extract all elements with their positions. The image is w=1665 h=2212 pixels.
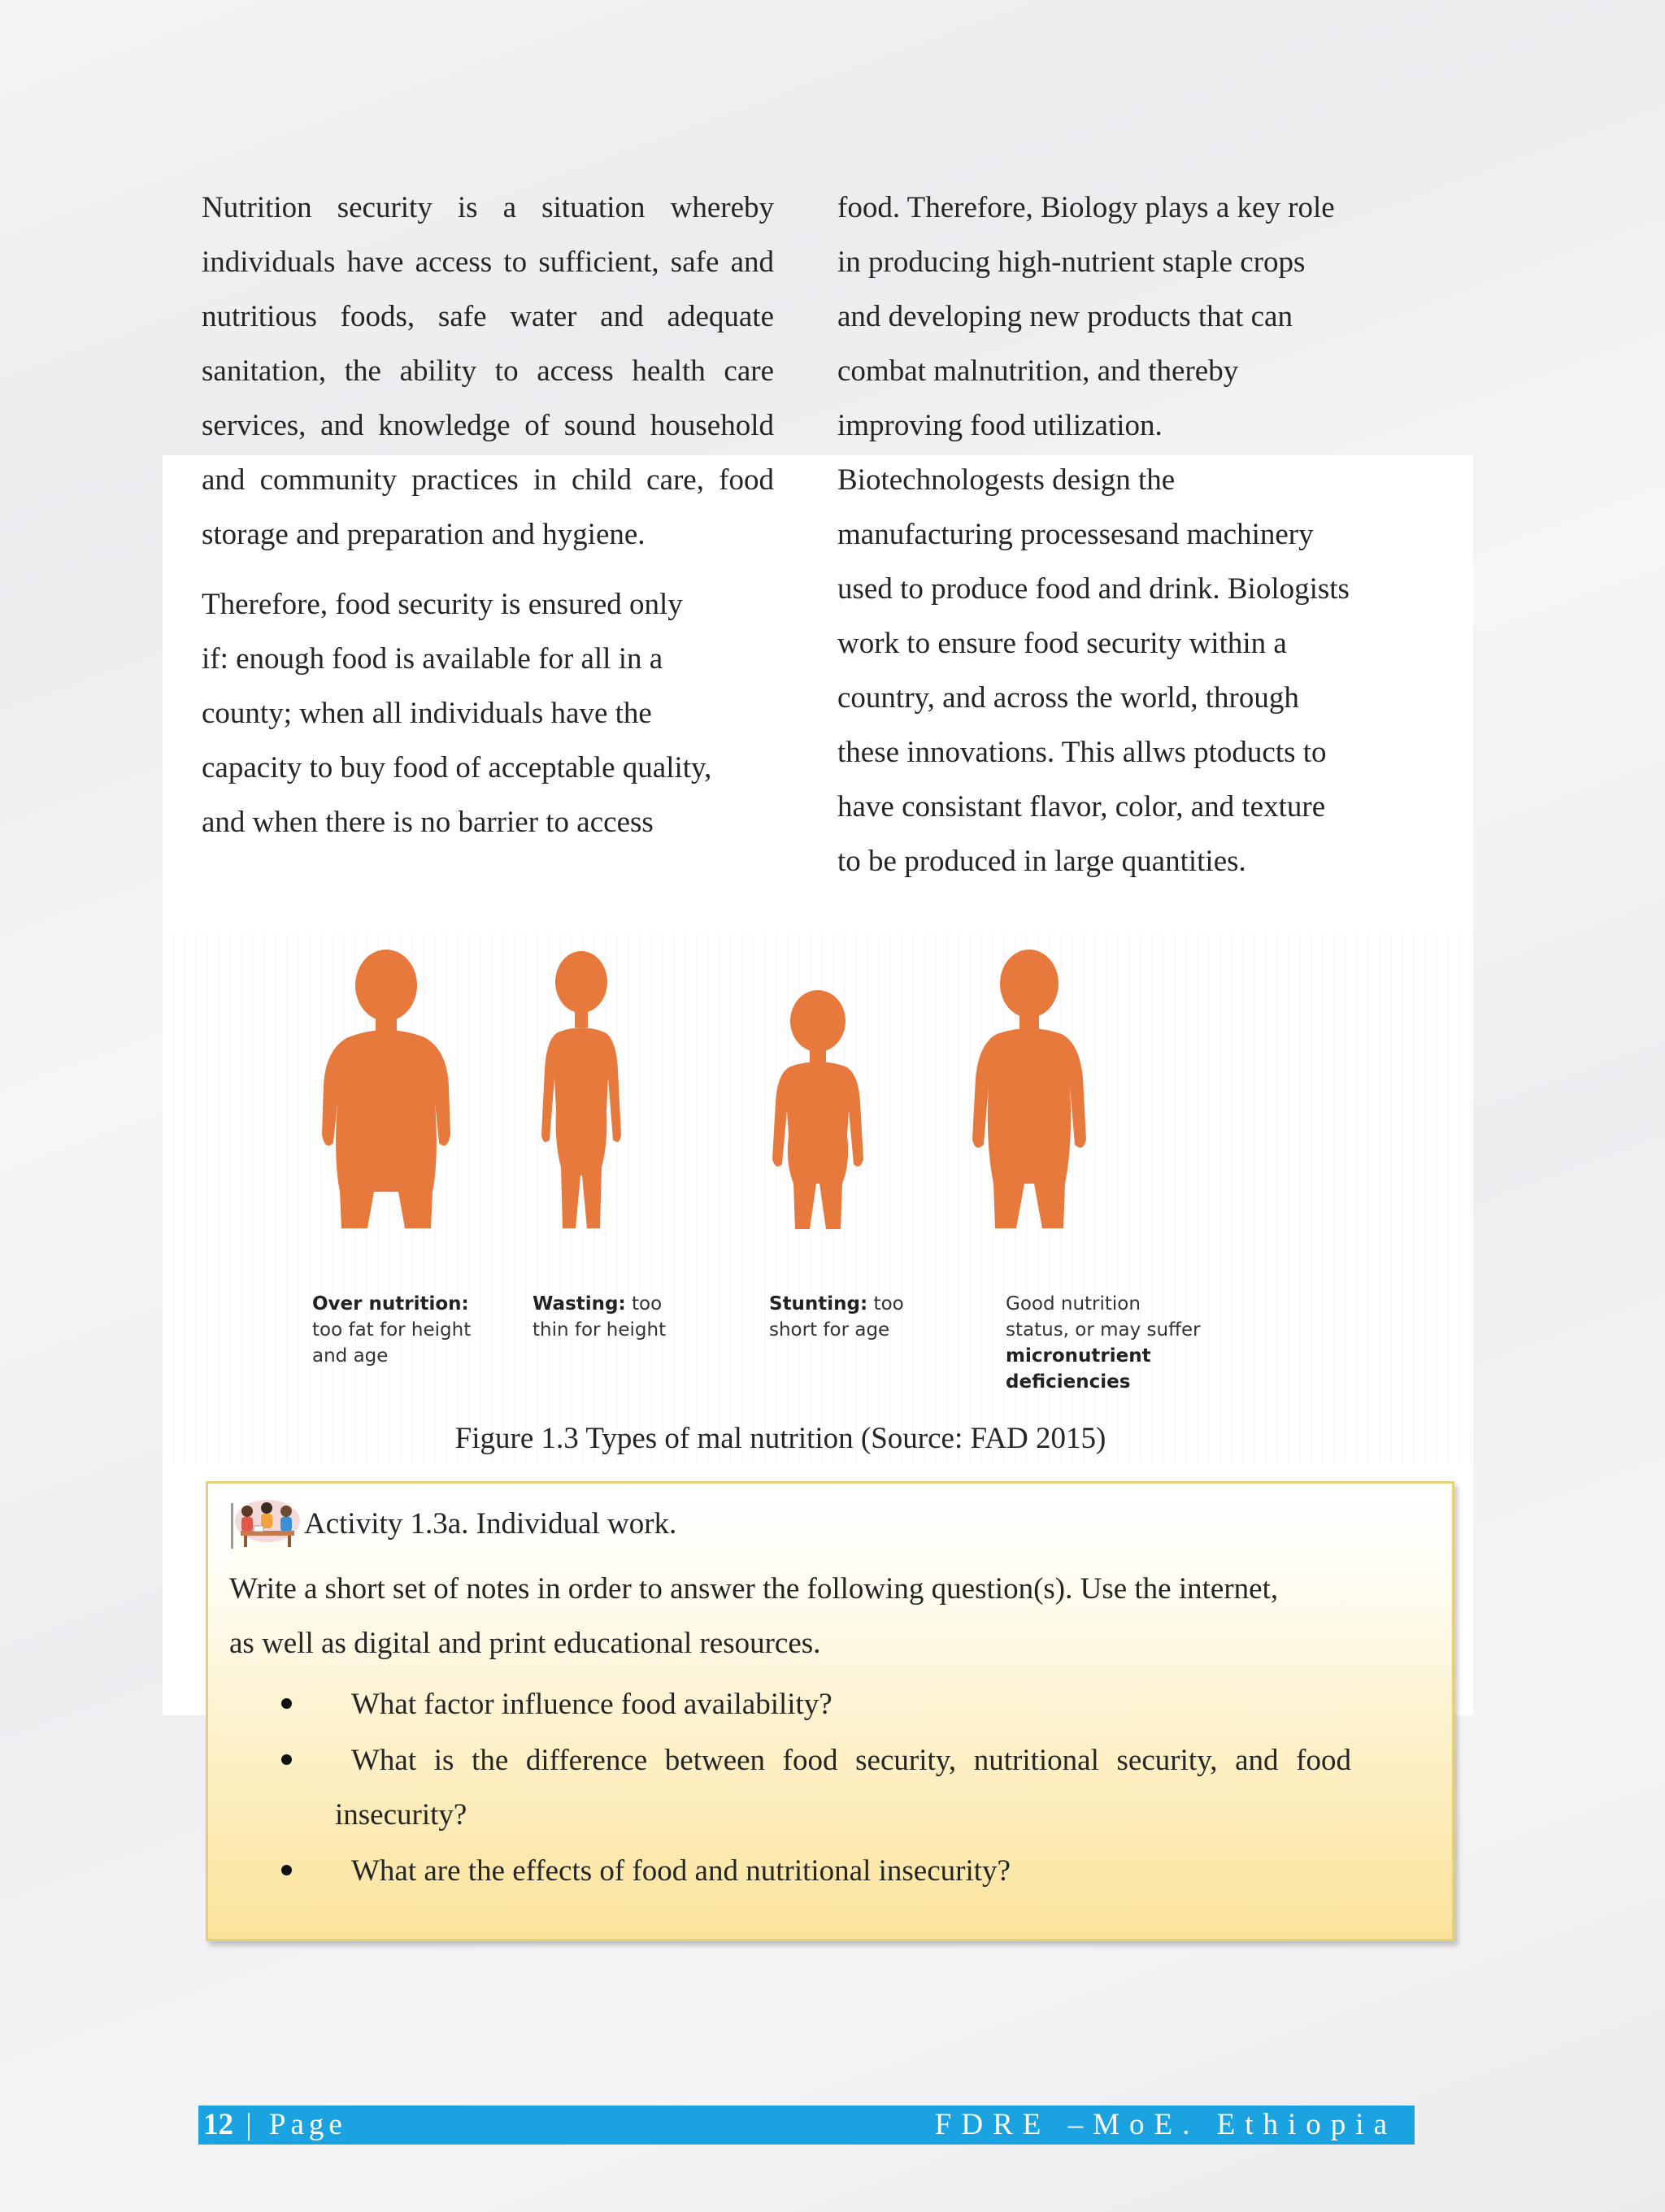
text-line: and when there is no barrier to access [202, 806, 654, 839]
publisher-label: FDRE –MoE. Ethiopia [934, 2108, 1397, 2141]
paragraph-nutrition-security: Nutrition security is a situation whereby individuals have access to sufficient, safe and nutritious foods, safe water and adequate sanitation, the ability to access health care services, and knowledge of sound household and community practices in child care, food storage and preparation and hygiene. [202, 191, 774, 551]
left-text-column [202, 180, 774, 850]
text-line: Biotechnologests design the [837, 463, 1176, 497]
label-stunting: Stunting: too short for age [769, 1293, 904, 1341]
list-item: What is the difference between food security, nutritional security, and food insecurity? [281, 1733, 1354, 1842]
figure-stunting [761, 989, 875, 1232]
text-line: manufacturing processesand machinery [837, 518, 1314, 551]
figure-good-nutrition [964, 948, 1094, 1232]
malnutrition-figure [285, 935, 1219, 1393]
text-line: if: enough food is available for all in a [202, 642, 663, 676]
right-text-column [837, 180, 1439, 889]
text-line: have consistant flavor, color, and texture [837, 790, 1326, 824]
text-line: capacity to buy food of acceptable quality, [202, 751, 712, 784]
text-line: and developing new products that can [837, 300, 1293, 333]
text-line: combat malnutrition, and thereby [837, 354, 1239, 388]
list-item: What factor influence food availability? [281, 1677, 1354, 1732]
figure-caption: Figure 1.3 Types of mal nutrition (Source: FAD 2015) [454, 1422, 1106, 1455]
group-work-icon [231, 1498, 304, 1549]
list-item: What are the effects of food and nutritional insecurity? [281, 1844, 1354, 1898]
activity-instructions [229, 1562, 1432, 1671]
text-line: these innovations. This allws ptoducts to [837, 736, 1327, 769]
activity-questions [281, 1677, 1354, 1898]
bullet-icon [281, 1698, 292, 1709]
paragraph-biology-role [837, 180, 1439, 889]
text-line: county; when all individuals have the [202, 697, 652, 730]
label-over-nutrition: Over nutrition: too fat for height and age [312, 1293, 472, 1367]
activity-title: Activity 1.3a. Individual work. [304, 1507, 677, 1541]
label-wasting: Wasting: too thin for height [533, 1293, 667, 1341]
bullet-icon [281, 1754, 292, 1765]
text-line: in producing high-nutrient staple crops [837, 246, 1306, 279]
figure-wasting [528, 948, 634, 1232]
page-footer [198, 2106, 1415, 2145]
paragraph-food-security [202, 577, 774, 850]
bullet-icon [281, 1865, 292, 1875]
text-line: improving food utilization. [837, 409, 1163, 442]
text-line: work to ensure food security within a [837, 627, 1287, 660]
text-line: food. Therefore, Biology plays a key role [837, 191, 1335, 224]
text-line: Therefore, food security is ensured only [202, 588, 683, 621]
text-line: as well as digital and print educational resources. [229, 1627, 821, 1660]
text-line: to be produced in large quantities. [837, 845, 1246, 878]
text-line: used to produce food and drink. Biologists [837, 572, 1350, 606]
label-good-nutrition: Good nutrition status, or may suffer micronutrient deficiencies [1006, 1293, 1201, 1393]
activity-box [206, 1481, 1454, 1941]
activity-header [231, 1498, 676, 1549]
page-number-label: 12 | Page [203, 2108, 347, 2141]
text-line: Write a short set of notes in order to answer the following question(s). Use the internet, [229, 1572, 1279, 1606]
text-line: country, and across the world, through [837, 681, 1299, 715]
figure-over-nutrition [317, 948, 455, 1232]
